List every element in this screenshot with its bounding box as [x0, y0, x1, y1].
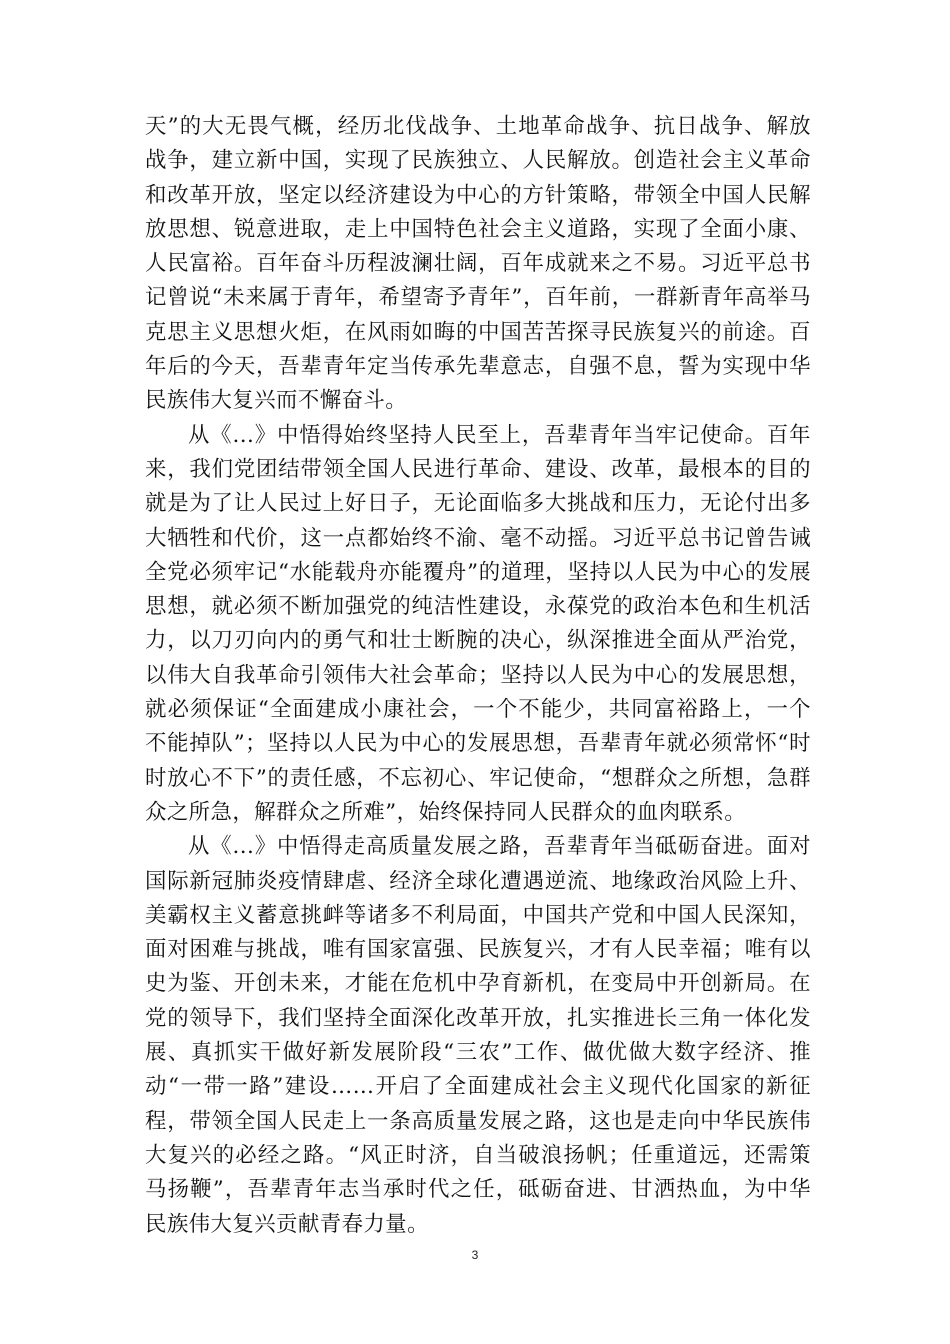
paragraph-high-quality-development: 从《...》中悟得走高质量发展之路，吾辈青年当砥砺奋进。面对国际新冠肺炎疫情肆虐、经济全球化遭遇逆流、地缘政治风险上升、美霸权主义蓄意挑衅等诸多不利局面，中国共产党和中国人民深知，面对困难与挑战，唯有国家富强、民族复兴，才有人民幸福；唯有以史为鉴、开创未来，才能在危机中孕育新机，在变局中开创新局。在党的领导下，我们坚持全面深化改革开放，扎实推进长三角一体化发展、真抓实干做好新发展阶段“三农”工作、做优做大数字经济、推动“一带一路”建设……开启了全面建成社会主义现代化国家的新征程，带领全国人民走上一条高质量发展之路，这也是走向中华民族伟大复兴的必经之路。“风正时济，自当破浪扬帆；任重道远，还需策马扬鞭”，吾辈青年志当承时代之任，砥砺奋进、甘洒热血，为中华民族伟大复兴贡献青春力量。 — [145, 834, 811, 1237]
paragraph-continuation: 天”的大无畏气概，经历北伐战争、土地革命战争、抗日战争、解放战争，建立新中国，实现了民族独立、人民解放。创造社会主义革命和改革开放，坚定以经济建设为中心的方针策略，带领全中国人民解放思想、锐意进取，走上中国特色社会主义道路，实现了全面小康、人民富裕。百年奋斗历程波澜壮阔，百年成就来之不易。习近平总书记曾说“未来属于青年，希望寄予青年”，百年前，一群新青年高举马克思主义思想火炬，在风雨如晦的中国苦苦探寻民族复兴的前途。百年后的今天，吾辈青年定当传承先辈意志，自强不息，誓为实现中华民族伟大复兴而不懈奋斗。 — [145, 114, 811, 414]
page-number: 3 — [471, 1248, 479, 1262]
document-body — [145, 110, 811, 1242]
paragraph-people-first: 从《...》中悟得始终坚持人民至上，吾辈青年当牢记使命。百年来，我们党团结带领全国人民进行革命、建设、改革，最根本的目的就是为了让人民过上好日子，无论面临多大挑战和压力，无论付出多大牺牲和代价，这一点都始终不渝、毫不动摇。习近平总书记曾告诫全党必须牢记“水能载舟亦能覆舟”的道理，坚持以人民为中心的发展思想，就必须不断加强党的纯洁性建设，永葆党的政治本色和生机活力，以刀刃向内的勇气和壮士断腕的决心，纵深推进全面从严治党，以伟大自我革命引领伟大社会革命；坚持以人民为中心的发展思想，就必须保证“全面建成小康社会，一个不能少，共同富裕路上，一个不能掉队”；坚持以人民为中心的发展思想，吾辈青年就必须常怀“时时放心不下”的责任感，不忘初心、牢记使命，“想群众之所想，急群众之所急，解群众之所难”，始终保持同人民群众的血肉联系。 — [145, 422, 811, 825]
